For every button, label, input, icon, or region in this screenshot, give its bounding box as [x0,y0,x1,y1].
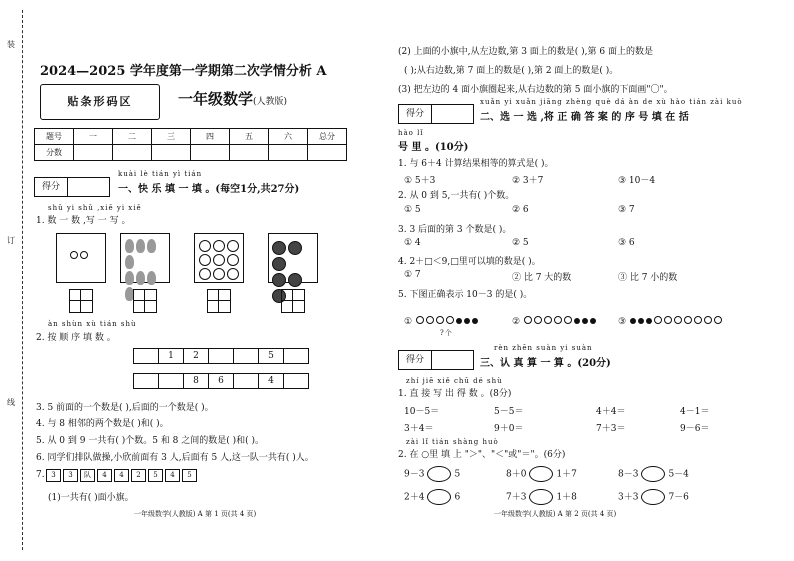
counters-figure-2 [523,317,597,327]
s2-q3-opt1: ① 4 [404,238,421,248]
s2-q1-opt1: ① 5＋3 [404,176,436,186]
q1-text: 1. 数 一 数 ,写 一 写 。 [36,216,131,226]
side-text-top: 装 [7,40,15,49]
binding-line [22,10,23,550]
compare-item: 8＋0 1＋7 [506,466,577,482]
calc-item: 7＋3＝ [596,424,626,434]
barcode-area: 贴条形码区 [40,84,160,120]
compare-circle[interactable] [529,466,553,482]
q4-text: 4. 与 8 相邻的两个数是( )和( )。 [36,419,169,429]
compare-item: 2＋4 6 [404,489,460,505]
unknown-count-label: ?个 [440,329,453,337]
s2-q5-opt1: ① [404,316,479,327]
section2-title-2: 号 里 。(10分) [398,142,469,153]
compare-item: 9－3 5 [404,466,460,482]
s2-q4-opt1: ① 7 [404,270,421,280]
q2-pinyin: àn shùn xù tián shù [48,320,137,328]
apple-icon [199,254,211,266]
side-text-bottom: 线 [7,398,15,407]
picture-balls [268,233,318,283]
s2-q5-opt2: ② [512,316,597,327]
calc-item: 10－5＝ [404,407,440,417]
edition-label: (人教版) [253,97,288,107]
flag: 4 [114,469,129,482]
compare-circle[interactable] [427,466,451,482]
flag: 3 [46,469,61,482]
s2-q1-opt2: ② 3＋7 [512,176,544,186]
section1-pinyin: kuài lè tián yì tián [118,170,203,178]
section3-title: 三、认 真 算 一 算 。(20分) [480,358,611,369]
compare-circle[interactable] [641,466,665,482]
compare-item: 3＋3 7－6 [618,489,689,505]
s2-q4-opt3: ③ 比 7 小的数 [618,273,678,283]
ball-icon [272,257,286,271]
carrot-icon [125,255,134,269]
s2-q1-opt3: ③ 10－4 [618,176,656,186]
flag: 2 [131,469,146,482]
score-box-1: 得分 [34,177,110,197]
compare-circle[interactable] [641,489,665,505]
score-table-header: 题号 一 二 三 四 五 六 总分 [35,129,347,145]
s2-q3-opt2: ② 5 [512,238,529,248]
sequence-row-1: 1 2 5 [134,348,309,364]
apple-icon [199,268,211,280]
s2-q5-opt3: ③ [618,316,723,327]
carrot-icon [147,239,156,253]
sequence-row-2: 8 6 4 [134,373,309,389]
flag-row [46,469,199,482]
s2-q4-opt2: ② 比 7 大的数 [512,273,572,283]
c1-pinyin: zhí jiē xiě chū dé shù [406,377,503,385]
carrot-icon [125,239,134,253]
flag: 5 [148,469,163,482]
s2-q2-opt2: ② 6 [512,205,529,215]
c2-text: 2. 在 ○里 填 上 "＞"、"＜"或"＝"。(6分) [398,450,566,460]
flag: 4 [165,469,180,482]
carrot-icon [147,271,156,285]
compare-circle[interactable] [427,489,451,505]
score-box-2: 得分 [398,104,474,124]
apple-icon [213,254,225,266]
calc-item: 9－6＝ [680,424,710,434]
s2-q3: 3. 3 后面的第 3 个数是( )。 [398,225,512,235]
picture-dots [56,233,106,283]
flag: 4 [97,469,112,482]
q6-text: 6. 同学们排队做操,小欣前面有 3 人,后面有 5 人,这一队一共有( )人。 [36,453,314,463]
flag: 3 [63,469,78,482]
calc-item: 4－1＝ [680,407,710,417]
ball-icon [272,241,286,255]
carrot-icon [136,271,145,285]
s2-q2-opt1: ① 5 [404,205,421,215]
s2-q2-opt3: ③ 7 [618,205,635,215]
exam-title: 2024—2025 学年度第一学期第二次学情分析 A [40,64,327,79]
picture-carrots [120,233,170,283]
subject-title: 一年级数学(人教版) [178,90,288,108]
q7-2-line2: ( );从右边数,第 7 面上的数是( ),第 2 面上的数是( )。 [404,66,619,76]
flag: 5 [182,469,197,482]
section2-pinyin: xuǎn yi xuǎn jiāng zhèng què dá àn de xù hào tián zài kuò [480,98,743,106]
tens-ones-box[interactable] [133,289,157,313]
score-table [34,128,347,161]
c1-text: 1. 直 接 写 出 得 数 。(8分) [398,389,512,399]
c2-pinyin: zài lǐ tián shàng huò [406,438,499,446]
score-box-3: 得分 [398,350,474,370]
q7-text: 7. [36,470,45,480]
q3-text: 3. 5 前面的一个数是( ),后面的一个数是( )。 [36,403,214,413]
compare-circle[interactable] [529,489,553,505]
dot-icon [70,251,78,259]
q1-pinyin: shǔ yi shǔ ,xiě yi xiě [48,204,142,212]
q2-text: 2. 按 顺 序 填 数 。 [36,333,116,343]
section2-pinyin-2: hào lǐ [398,129,424,137]
carrot-icon [125,271,134,285]
calc-item: 4＋4＝ [596,407,626,417]
apple-icon [199,240,211,252]
s2-q2: 2. 从 0 到 5,一共有( )个数。 [398,191,515,201]
tens-ones-box[interactable] [207,289,231,313]
compare-item: 8－3 5－4 [618,466,689,482]
q7-3-text: (3) 把左边的 4 面小旗圈起来,从右边数的第 5 面小旗的下面画"〇"。 [398,85,673,95]
section3-pinyin: rèn zhēn suàn yi suàn [494,344,593,352]
compare-item: 7＋3 1＋8 [506,489,577,505]
s2-q5: 5. 下图正确表示 10－3 的是( )。 [398,290,533,300]
carrot-icon [136,239,145,253]
footer-right: 一年级数学(人教版) A 第 2 页(共 4 页) [494,510,617,518]
tens-ones-box[interactable] [281,289,305,313]
apple-icon [213,268,225,280]
score-table-row: 分数 [35,145,347,161]
apple-icon [227,254,239,266]
q5-text: 5. 从 0 到 9 一共有( )个数。5 和 8 之间的数是( )和( )。 [36,436,265,446]
apple-icon [227,268,239,280]
s2-q1: 1. 与 6＋4 计算结果相等的算式是( )。 [398,159,554,169]
ball-icon [288,241,302,255]
counters-figure-1 [415,317,479,327]
side-text-middle: 订 [7,236,15,245]
footer-left: 一年级数学(人教版) A 第 1 页(共 4 页) [134,510,257,518]
section1-title: 一、快 乐 填 一 填 。(每空1分,共27分) [118,184,300,195]
section2-title: 二、选 一 选 ,将 正 确 答 案 的 序 号 填 在 括 [480,112,689,123]
counters-figure-3 [629,317,723,327]
q7-1-text: (1)一共有( )面小旗。 [48,493,134,503]
picture-apples [194,233,244,283]
ball-icon [272,273,286,287]
flag: 队 [80,469,95,482]
apple-icon [213,240,225,252]
calc-item: 3＋4＝ [404,424,434,434]
calc-item: 5－5＝ [494,407,524,417]
ball-icon [288,273,302,287]
dot-icon [80,251,88,259]
s2-q4: 4. 2＋□＜9,□里可以填的数是( )。 [398,257,541,267]
q7-2-line1: (2) 上面的小旗中,从左边数,第 3 面上的数是( ),第 6 面上的数是 [398,47,653,57]
tens-ones-box[interactable] [69,289,93,313]
calc-item: 9＋0＝ [494,424,524,434]
s2-q3-opt3: ③ 6 [618,238,635,248]
apple-icon [227,240,239,252]
